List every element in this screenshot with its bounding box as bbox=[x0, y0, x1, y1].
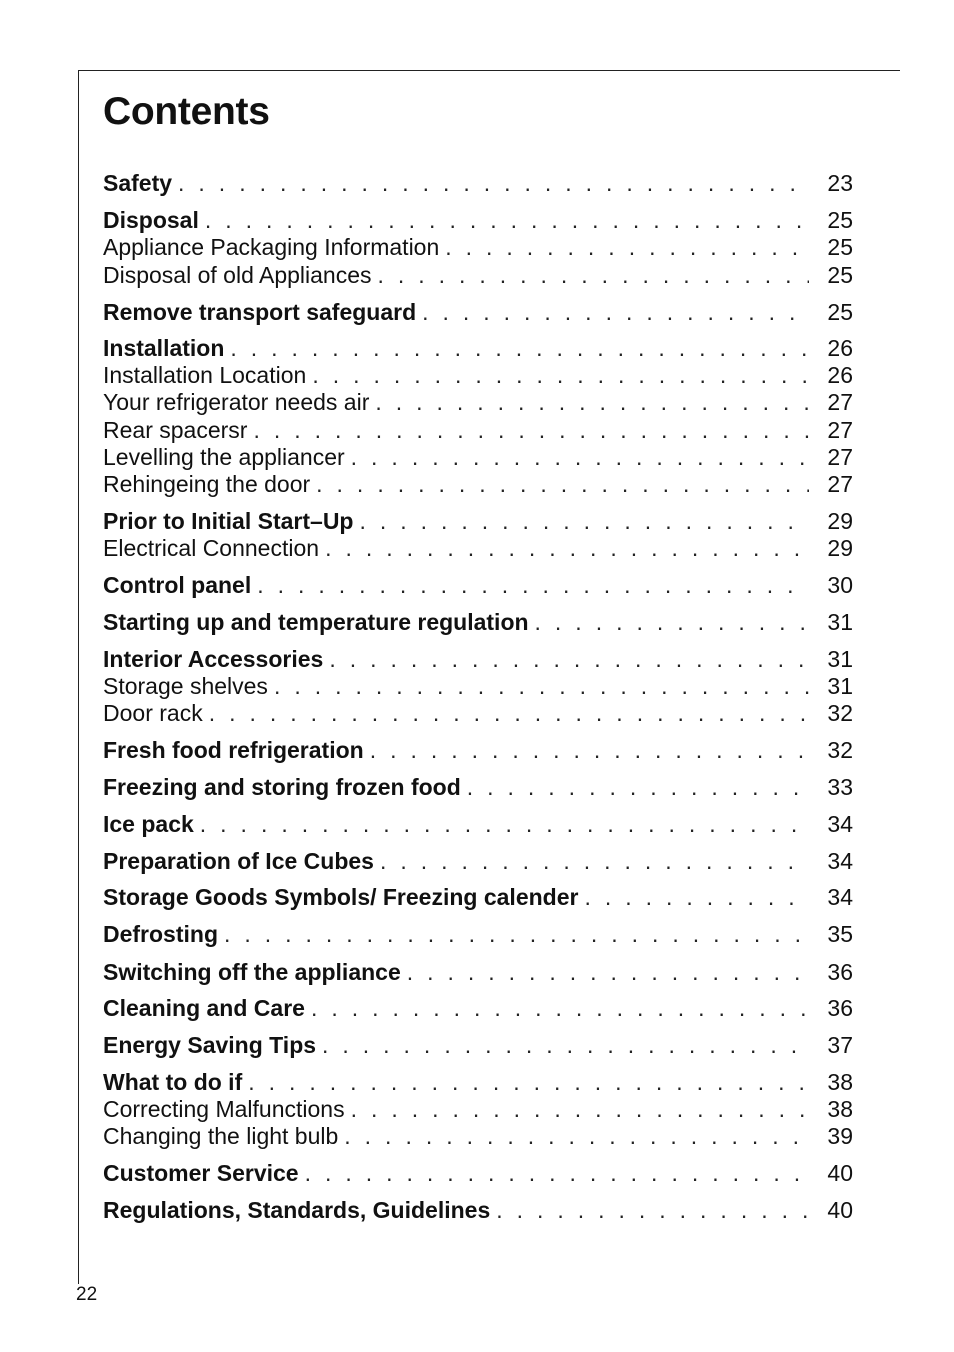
toc-entry-title: Rear spacersr bbox=[103, 416, 248, 443]
toc-entry-page: 38 bbox=[827, 1069, 853, 1096]
toc-dot-leader bbox=[247, 417, 809, 444]
toc-section bbox=[103, 207, 853, 289]
toc-entry-title: Prior to Initial Start–Up bbox=[103, 508, 354, 535]
toc-entry[interactable] bbox=[103, 884, 853, 911]
toc-entry-title: Ice pack bbox=[103, 810, 194, 837]
toc-entry-title: Levelling the appliancer bbox=[103, 443, 345, 470]
toc-section bbox=[103, 1197, 853, 1224]
toc-subentry[interactable] bbox=[103, 471, 853, 498]
toc-dot-leader bbox=[268, 673, 809, 700]
toc-dot-leader bbox=[305, 995, 809, 1022]
toc-section bbox=[103, 170, 853, 197]
toc-entry-title: Electrical Connection bbox=[103, 535, 320, 562]
toc-section bbox=[103, 609, 853, 636]
toc-entry[interactable] bbox=[103, 1032, 853, 1059]
toc-entry-title: What to do if bbox=[103, 1069, 243, 1096]
toc-entry-page: 27 bbox=[827, 416, 853, 443]
toc-section bbox=[103, 811, 853, 838]
toc-subentry[interactable] bbox=[103, 417, 853, 444]
toc-entry-title: Storage Goods Symbols/ Freezing calender bbox=[103, 884, 579, 911]
toc-dot-leader bbox=[461, 774, 809, 801]
toc-entry[interactable] bbox=[103, 1160, 853, 1187]
toc-entry-page: 26 bbox=[827, 362, 853, 389]
table-of-contents bbox=[103, 170, 853, 1234]
toc-entry-title: Appliance Packaging Information bbox=[103, 234, 440, 261]
toc-entry-title: Freezing and storing frozen food bbox=[103, 773, 461, 800]
toc-entry[interactable] bbox=[103, 335, 853, 362]
toc-section bbox=[103, 646, 853, 728]
toc-entry-title: Rehingeing the door bbox=[103, 470, 311, 497]
toc-dot-leader bbox=[338, 1123, 809, 1150]
toc-entry-page: 27 bbox=[827, 389, 853, 416]
toc-entry-page: 23 bbox=[827, 170, 853, 196]
toc-dot-leader bbox=[251, 572, 809, 599]
toc-entry-title: Your refrigerator needs air bbox=[103, 389, 370, 416]
toc-entry-title: Starting up and temperature regulation bbox=[103, 608, 529, 635]
toc-entry-title: Disposal bbox=[103, 207, 199, 234]
toc-entry[interactable] bbox=[103, 170, 853, 197]
toc-subentry[interactable] bbox=[103, 1096, 853, 1123]
toc-entry-page: 40 bbox=[827, 1159, 853, 1186]
toc-entry[interactable] bbox=[103, 811, 853, 838]
toc-entry-title: Correcting Malfunctions bbox=[103, 1096, 345, 1123]
toc-dot-leader bbox=[353, 508, 809, 535]
toc-entry-title: Cleaning and Care bbox=[103, 994, 305, 1021]
toc-entry[interactable] bbox=[103, 774, 853, 801]
toc-dot-leader bbox=[310, 471, 809, 498]
toc-entry-page: 29 bbox=[827, 535, 853, 562]
toc-entry-page: 30 bbox=[827, 572, 853, 599]
toc-dot-leader bbox=[218, 921, 809, 948]
toc-dot-leader bbox=[369, 389, 809, 416]
toc-entry-page: 38 bbox=[827, 1096, 853, 1123]
toc-entry-title: Preparation of Ice Cubes bbox=[103, 847, 374, 874]
toc-entry[interactable] bbox=[103, 508, 853, 535]
toc-entry[interactable] bbox=[103, 1069, 853, 1096]
toc-dot-leader bbox=[490, 1197, 809, 1224]
toc-dot-leader bbox=[319, 535, 809, 562]
toc-dot-leader bbox=[323, 646, 809, 673]
toc-section bbox=[103, 737, 853, 764]
toc-section bbox=[103, 1069, 853, 1151]
toc-entry-title: Switching off the appliance bbox=[103, 958, 401, 985]
toc-entry[interactable] bbox=[103, 646, 853, 673]
toc-dot-leader bbox=[439, 234, 809, 261]
toc-dot-leader bbox=[194, 811, 809, 838]
toc-entry[interactable] bbox=[103, 299, 853, 326]
toc-entry[interactable] bbox=[103, 609, 853, 636]
toc-entry-page: 39 bbox=[827, 1123, 853, 1150]
toc-entry-title: Regulations, Standards, Guidelines bbox=[103, 1196, 491, 1223]
toc-dot-leader bbox=[345, 444, 809, 471]
toc-dot-leader bbox=[374, 848, 809, 875]
toc-section bbox=[103, 959, 853, 986]
toc-subentry[interactable] bbox=[103, 362, 853, 389]
toc-subentry[interactable] bbox=[103, 234, 853, 261]
toc-section bbox=[103, 774, 853, 801]
toc-subentry[interactable] bbox=[103, 535, 853, 562]
toc-subentry[interactable] bbox=[103, 262, 853, 289]
toc-entry-page: 40 bbox=[827, 1196, 853, 1223]
toc-entry-title: Installation Location bbox=[103, 362, 307, 389]
toc-entry[interactable] bbox=[103, 921, 853, 948]
toc-dot-leader bbox=[242, 1069, 809, 1096]
toc-entry-page: 36 bbox=[827, 958, 853, 985]
toc-dot-leader bbox=[224, 335, 809, 362]
toc-entry-page: 25 bbox=[827, 298, 853, 325]
toc-entry-page: 34 bbox=[827, 884, 853, 911]
toc-entry-page: 27 bbox=[827, 470, 853, 497]
toc-entry-page: 25 bbox=[827, 207, 853, 234]
toc-entry-page: 31 bbox=[827, 645, 853, 672]
toc-dot-leader bbox=[401, 959, 809, 986]
toc-subentry[interactable] bbox=[103, 673, 853, 700]
toc-dot-leader bbox=[203, 700, 809, 727]
toc-entry[interactable] bbox=[103, 1197, 853, 1224]
toc-entry-page: 27 bbox=[827, 443, 853, 470]
toc-entry-title: Defrosting bbox=[103, 921, 218, 948]
toc-entry-title: Remove transport safeguard bbox=[103, 298, 417, 325]
toc-entry-title: Control panel bbox=[103, 572, 252, 599]
toc-dot-leader bbox=[316, 1032, 809, 1059]
toc-dot-leader bbox=[364, 737, 809, 764]
toc-entry-page: 25 bbox=[827, 234, 853, 261]
toc-dot-leader bbox=[299, 1160, 809, 1187]
toc-entry-title: Interior Accessories bbox=[103, 645, 324, 672]
left-rule bbox=[78, 70, 79, 1284]
toc-entry-title: Door rack bbox=[103, 700, 203, 727]
toc-entry-title: Changing the light bulb bbox=[103, 1123, 339, 1150]
toc-entry-title: Fresh food refrigeration bbox=[103, 737, 364, 764]
toc-dot-leader bbox=[578, 884, 809, 911]
toc-entry-page: 35 bbox=[827, 921, 853, 948]
toc-entry-title: Customer Service bbox=[103, 1159, 299, 1186]
toc-subentry[interactable] bbox=[103, 444, 853, 471]
toc-section bbox=[103, 572, 853, 599]
toc-entry-title: Installation bbox=[103, 334, 225, 361]
toc-section bbox=[103, 299, 853, 326]
toc-section bbox=[103, 1032, 853, 1059]
toc-entry-page: 26 bbox=[827, 334, 853, 361]
toc-entry[interactable] bbox=[103, 207, 853, 234]
toc-dot-leader bbox=[172, 170, 809, 197]
toc-entry[interactable] bbox=[103, 737, 853, 764]
toc-entry-page: 31 bbox=[827, 673, 853, 699]
toc-entry-page: 33 bbox=[827, 773, 853, 800]
top-rule bbox=[78, 70, 900, 71]
toc-entry[interactable] bbox=[103, 848, 853, 875]
toc-subentry[interactable] bbox=[103, 389, 853, 416]
toc-entry-page: 31 bbox=[827, 608, 853, 635]
page-number: 22 bbox=[76, 1284, 98, 1305]
toc-dot-leader bbox=[529, 609, 809, 636]
toc-dot-leader bbox=[372, 262, 810, 289]
toc-section bbox=[103, 335, 853, 498]
toc-subentry[interactable] bbox=[103, 1123, 853, 1150]
toc-dot-leader bbox=[345, 1096, 809, 1123]
toc-entry[interactable] bbox=[103, 572, 853, 599]
toc-entry-page: 34 bbox=[827, 810, 853, 837]
toc-section bbox=[103, 995, 853, 1022]
toc-entry-title: Disposal of old Appliances bbox=[103, 261, 372, 288]
toc-entry-page: 34 bbox=[827, 847, 853, 874]
toc-entry-title: Safety bbox=[103, 170, 173, 196]
toc-entry[interactable] bbox=[103, 959, 853, 986]
toc-entry-title: Energy Saving Tips bbox=[103, 1031, 317, 1058]
toc-entry-page: 32 bbox=[827, 700, 853, 727]
toc-entry[interactable] bbox=[103, 995, 853, 1022]
toc-dot-leader bbox=[199, 207, 809, 234]
toc-dot-leader bbox=[416, 299, 809, 326]
toc-entry-page: 25 bbox=[827, 261, 853, 288]
toc-section bbox=[103, 884, 853, 911]
toc-section bbox=[103, 1160, 853, 1187]
toc-entry-page: 37 bbox=[827, 1031, 853, 1058]
toc-entry-page: 32 bbox=[827, 737, 853, 764]
toc-entry-title: Storage shelves bbox=[103, 673, 268, 699]
toc-section bbox=[103, 848, 853, 875]
toc-section bbox=[103, 508, 853, 562]
toc-entry-page: 29 bbox=[827, 508, 853, 535]
page-title: Contents bbox=[103, 90, 270, 133]
toc-section bbox=[103, 921, 853, 948]
toc-subentry[interactable] bbox=[103, 700, 853, 727]
toc-dot-leader bbox=[306, 362, 809, 389]
toc-entry-page: 36 bbox=[827, 994, 853, 1021]
